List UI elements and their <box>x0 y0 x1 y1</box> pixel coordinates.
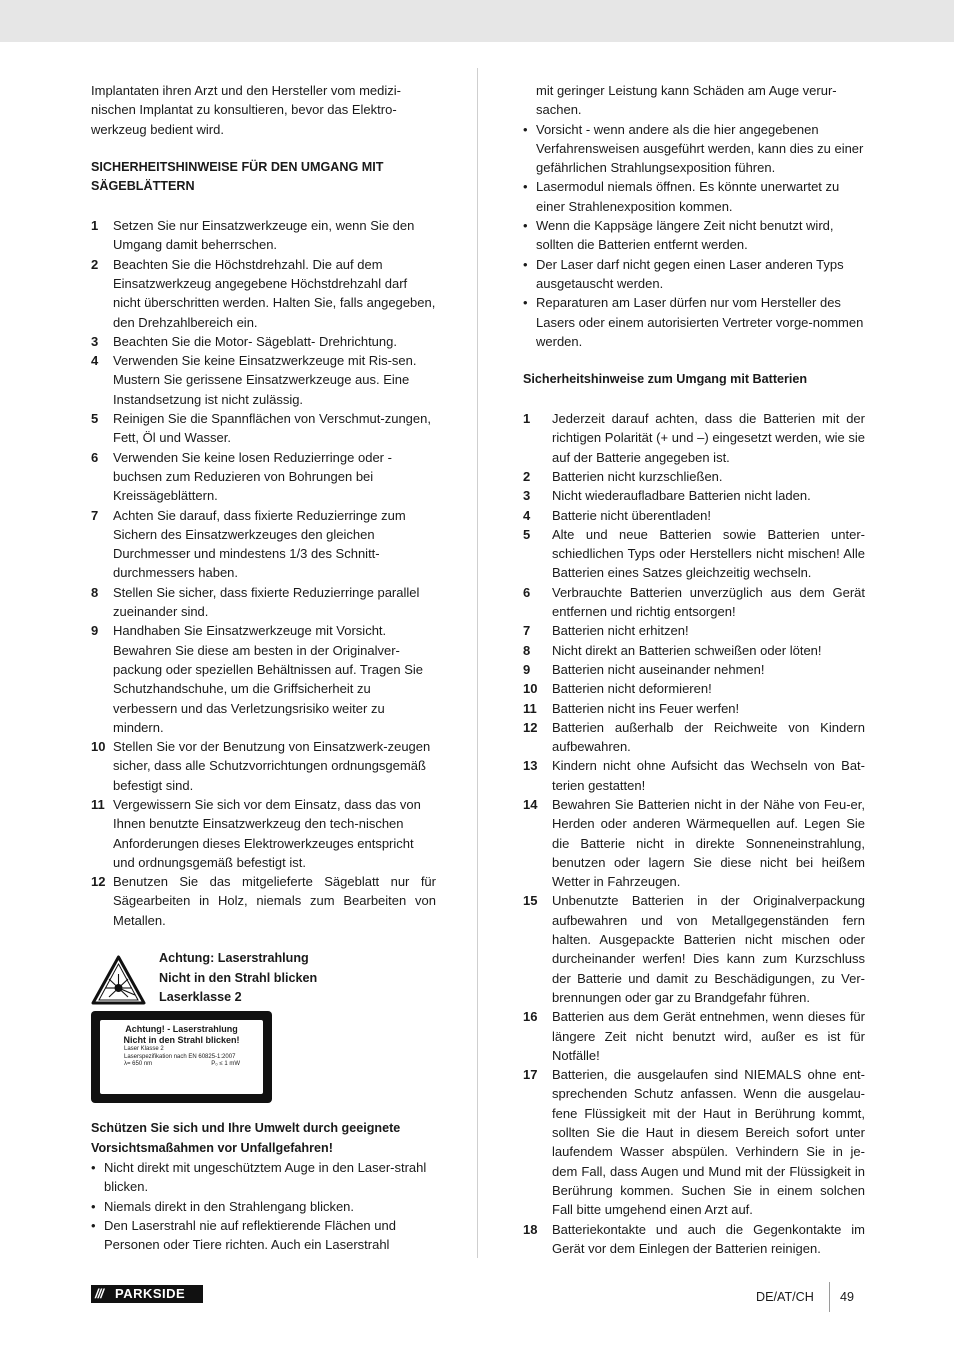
list-item: • Den Laserstrahl nie auf reflektierende Flächen und Personen oder Tiere richten. Auch ein Laserstrahl <box>91 1216 436 1255</box>
list-item: 4 Verwenden Sie keine Einsatzwerkzeuge mit Ris-sen. Mustern Sie gerissene Einsatzwerkzeuge aus. Eine Instandsetzung ist nicht zulässig. <box>91 353 417 407</box>
left-column <box>91 81 436 1254</box>
footer-divider <box>829 1282 830 1312</box>
footer-locale: DE/AT/CH <box>756 1290 814 1304</box>
list-item: 9 Handhaben Sie Einsatzwerkzeuge mit Vorsicht. Bewahren Sie diese am besten in der Originalver-packung oder speziellen Behältnissen auf. Tragen Sie Schutzhandschuhe, um die Griffsicherheit zu verbessern und das Verletzungsrisiko weiter zu mindern. <box>91 623 424 735</box>
parkside-logo: /// PARKSIDE <box>91 1285 203 1303</box>
list-item: 10 Stellen Sie vor der Benutzung von Einsatzwerk-zeugen sicher, dass alle Schutzvorrichtungen ordnungsgemäß befestigt sind. <box>91 739 431 793</box>
list-item: 1 Setzen Sie nur Einsatzwerkzeuge ein, wenn Sie den Umgang damit beherrschen. <box>91 218 415 253</box>
list-item: 3 Beachten Sie die Motor- Sägeblatt- Drehrichtung. <box>91 333 397 349</box>
intro-paragraph: Implantaten ihren Arzt und den Hersteller vom medizi-nischen Implantat zu konsultieren, bevor das Elektro-werkzeug bedient wird. <box>91 83 401 137</box>
list-item: 12 Benutzen Sie das mitgelieferte Sägeblatt nur für Sägearbeiten in Holz, niemals zum Bearbeiten von Metallen. <box>91 874 436 928</box>
list-item: 11 Batterien nicht ins Feuer werfen! <box>523 700 740 716</box>
list-item: 10 Batterien nicht deformieren! <box>523 681 712 697</box>
list-item: 13 Kindern nicht ohne Aufsicht das Wechseln von Bat-terien gestatten! <box>523 758 865 793</box>
list-item: • Lasermodul niemals öffnen. Es könnte unerwartet zu einer Strahlenexposition kommen. <box>523 177 865 216</box>
list-item: 1 Jederzeit darauf achten, dass die Batterien mit der richtigen Polarität (+ und –) eingesetzt werden, wie sie auf der Batterie angegeben ist. <box>523 411 865 465</box>
section-heading-safety: Schützen Sie sich und Ihre Umwelt durch geeignete Vorsichtsmaßahmen vor Unfallgefahren! <box>91 1121 401 1155</box>
list-item: 2 Batterien nicht kurzschließen. <box>523 468 723 484</box>
header-bar <box>0 0 954 42</box>
list-item: • Der Laser darf nicht gegen einen Laser anderen Typs ausgetauscht werden. <box>523 255 865 294</box>
laser-bullet-list-2 <box>523 120 865 352</box>
page-number: 49 <box>840 1290 855 1304</box>
list-item: • Reparaturen am Laser dürfen nur vom Hersteller des Lasers oder einem autorisierten Vertreter vorge-nommen werden. <box>523 293 865 351</box>
list-item: 7 Achten Sie darauf, dass fixierte Reduzierringe zum Sichern des Einsatzwerkzeuges den gleichen Durchmesser und mindestens 1/3 des Schnitt-durchmessers haben. <box>91 507 406 581</box>
list-item: 8 Nicht direkt an Batterien schweißen oder löten! <box>523 642 822 658</box>
list-item: 5 Reinigen Sie die Spannflächen von Verschmut-zungen, Fett, Öl und Wasser. <box>91 411 431 446</box>
laser-warning-text: Achtung: Laserstrahlung Nicht in den Strahl blicken Laserklasse 2 <box>159 951 318 1004</box>
list-item: 2 Beachten Sie die Höchstdrehzahl. Die auf dem Einsatzwerkzeug angegebene Höchstdrehzahl darf nicht überschritten werden. Halten Sie, falls angegeben, den Drehzahlbereich ein. <box>91 256 436 330</box>
list-item: • Vorsicht - wenn andere als die hier angegebenen Verfahrensweisen ausgeführt werden, kann dies zu einer gefährlichen Strahlungsexposition führen. <box>523 120 865 178</box>
list-item: 5 Alte und neue Batterien sowie Batterien unter-schiedlichen Typs oder Herstellers nicht mischen! Alle Batterien eines Satzes gleichzeitig wechseln. <box>523 526 865 581</box>
list-item: • Nicht direkt mit ungeschütztem Auge in den Laser-strahl blicken. <box>91 1158 436 1197</box>
list-item: • Wenn die Kappsäge längere Zeit nicht benutzt wird, sollten die Batterien entfernt werden. <box>523 216 865 255</box>
list-item: • Niemals direkt in den Strahlengang blicken. <box>91 1197 436 1216</box>
list-item: 4 Batterie nicht überentladen! <box>523 507 711 523</box>
list-item: 3 Nicht wiederaufladbare Batterien nicht laden. <box>523 488 811 504</box>
list-item: 14 Bewahren Sie Batterien nicht in der Nähe von Feu-er, Herden oder anderen Wärmequellen auf. Legen Sie die Batterie nicht in direkte Sonneneinstrahlung, benutzen oder lagern Sie diese nicht bei heißem Wetter in Fahrzeugen. <box>523 796 865 890</box>
list-item: 12 Batterien außerhalb der Reichweite von Kindern aufbewahren. <box>523 719 865 755</box>
right-column <box>523 81 865 1258</box>
laser-warning-icon <box>91 955 146 1005</box>
list-item: 6 Verwenden Sie keine losen Reduzierringe oder -buchsen zum Reduzieren von Bohrungen bei Kreissägeblättern. <box>91 449 392 504</box>
saw-blade-list <box>91 216 436 930</box>
laser-class-label: Achtung! - Laserstrahlung Nicht in den Strahl blicken! Laser Klasse 2 Laserspezifikation nach EN 60825-1:2007 λ= 650 nm P₀ ≤ 1 mW <box>91 1011 272 1103</box>
laser-warning-block <box>91 949 436 1119</box>
section-heading-batteries: Sicherheitshinweise zum Umgang mit Batterien <box>523 372 808 387</box>
list-item: 9 Batterien nicht auseinander nehmen! <box>523 661 765 677</box>
continuation-text: mit geringer Leistung kann Schäden am Auge verur-sachen. <box>536 83 837 118</box>
list-item: 7 Batterien nicht erhitzen! <box>523 623 689 639</box>
list-item: 16 Batterien aus dem Gerät entnehmen, wenn dieses für längere Zeit nicht benutzt wird, außer es ist für Notfälle! <box>523 1009 865 1063</box>
list-item: 15 Unbenutzte Batterien in der Originalverpackung aufbewahren und von Metallgegenständen fern halten. Ausgepackte Batterien nicht mischen oder durcheinander werfen! Dies kann zum Kurzschluss der Batterie und damit zu Beschädigungen, zu Ver-brennungen oder gar zu Brandgefahr führen. <box>523 893 865 1005</box>
laser-bullet-list <box>91 1158 436 1254</box>
section-heading-saw-blades: SICHERHEITSHINWEISE FÜR DEN UMGANG MIT SÄGEBLÄTTERN <box>91 160 384 194</box>
battery-list <box>523 409 865 1258</box>
list-item: 6 Verbrauchte Batterien unverzüglich aus dem Gerät entfernen und richtig entsorgen! <box>523 584 865 620</box>
list-item: 11 Vergewissern Sie sich vor dem Einsatz, dass das von Ihnen benutzte Einsatzwerkzeug den tech-nischen Anforderungen dieses Elektrowerkzeuges entspricht und ordnungsgemäß befestigt ist. <box>91 796 421 870</box>
list-item: 18 Batteriekontakte und auch die Gegenkontakte im Gerät vor dem Einlegen der Batterien reinigen. <box>523 1221 865 1256</box>
column-divider <box>477 68 478 1258</box>
list-item: 8 Stellen Sie sicher, dass fixierte Reduzierringe parallel zueinander sind. <box>91 584 420 620</box>
list-item: 17 Batterien, die ausgelaufen sind NIEMALS ohne ent-sprechenden Schutz anfassen. Wenn die ausgelau-fene Flüssigkeit mit der Haut in Berührung kommt, sollten Sie die Haut in diesem Bereich sofort unter laufendem Wasser abspülen. Verhindern Sie in je-dem Fall, dass Augen und Mund mit der Flüssigkeit in Berührung kommen. Suchen Sie in einem solchen Fall bitte umgehend einen Arzt auf. <box>523 1067 865 1218</box>
